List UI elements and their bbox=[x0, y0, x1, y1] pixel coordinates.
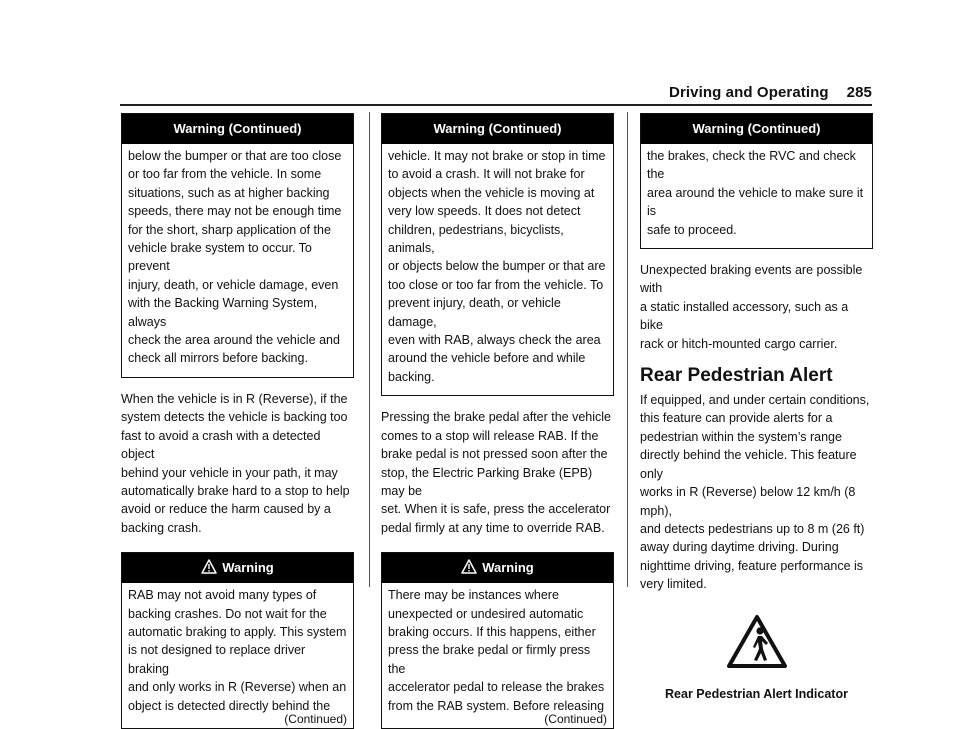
body-paragraph bbox=[381, 408, 614, 537]
text-line: check the area around the vehicle and bbox=[128, 333, 340, 348]
text-line: stop, the Electric Parking Brake (EPB) may be bbox=[381, 465, 593, 498]
text-line: away during daytime driving. During bbox=[640, 540, 839, 555]
warning-body bbox=[382, 144, 613, 395]
text-line: system detects the vehicle is backing too bbox=[121, 410, 348, 425]
text-line: comes to a stop will release RAB. If the bbox=[381, 428, 599, 443]
body-paragraph bbox=[121, 390, 354, 537]
text-line: unexpected or undesired automatic bbox=[388, 606, 584, 621]
text-line: accelerator pedal to release the brakes bbox=[388, 680, 605, 695]
warning-body bbox=[641, 144, 872, 248]
text-line: injury, death, or vehicle damage, even bbox=[128, 277, 339, 292]
text-line: prevent injury, death, or vehicle damage, bbox=[388, 296, 561, 329]
text-line: the brakes, check the RVC and check the bbox=[647, 149, 856, 182]
text-line: pedal firmly at any time to override RAB. bbox=[381, 520, 605, 535]
text-line: avoid or reduce the harm caused by a bbox=[121, 502, 331, 517]
text-line: situations, such as at higher backing bbox=[128, 185, 330, 200]
text-line: a static installed accessory, such as a bike bbox=[640, 299, 849, 333]
text-line: very low speeds. It does not detect bbox=[388, 204, 581, 219]
warning-body bbox=[122, 144, 353, 377]
text-line: fast to avoid a crash with a detected object bbox=[121, 428, 321, 462]
text-line: area around the vehicle to make sure it is bbox=[647, 185, 864, 219]
pedestrian-alert-icon bbox=[726, 614, 788, 670]
warning-header: Warning (Continued) bbox=[641, 114, 872, 144]
warning-triangle-icon bbox=[201, 559, 217, 574]
text-line: objects when the vehicle is moving at bbox=[388, 185, 595, 200]
text-line: vehicle brake system to occur. To prevent bbox=[128, 241, 312, 274]
text-line: works in R (Reverse) below 12 km/h (8 mph), bbox=[640, 485, 856, 518]
text-line: behind your vehicle in your path, it may bbox=[121, 465, 338, 480]
section-title-header: Driving and Operating bbox=[669, 84, 829, 101]
warning-body bbox=[382, 583, 613, 728]
text-line: and only works in R (Reverse) when an bbox=[128, 680, 347, 695]
text-line: There may be instances where bbox=[388, 588, 559, 603]
body-paragraph bbox=[640, 261, 873, 353]
text-line: below the bumper or that are too close bbox=[128, 149, 342, 163]
figure bbox=[640, 614, 873, 701]
text-line: too close or too far from the vehicle. To bbox=[388, 277, 604, 292]
warning-box-continued bbox=[640, 113, 873, 249]
text-line: pedestrian within the system’s range bbox=[640, 429, 842, 444]
text-line: directly behind the vehicle. This feature only bbox=[640, 448, 857, 481]
section-heading: Rear Pedestrian Alert bbox=[640, 365, 833, 387]
text-line: backing crash. bbox=[121, 520, 202, 535]
column-1 bbox=[121, 113, 354, 729]
text-line: even with RAB, always check the area bbox=[388, 333, 601, 348]
text-line: backing crashes. Do not wait for the bbox=[128, 606, 327, 621]
text-line: or too far from the vehicle. In some bbox=[128, 167, 322, 182]
text-line: is not designed to replace driver braking bbox=[128, 643, 306, 676]
warning-header: Warning (Continued) bbox=[122, 114, 353, 144]
text-line: set. When it is safe, press the accelerator bbox=[381, 502, 611, 517]
warning-box bbox=[121, 552, 354, 729]
warning-title: Warning bbox=[482, 560, 534, 576]
warning-body bbox=[122, 583, 353, 728]
continued-label: (Continued) bbox=[544, 711, 607, 726]
text-line: check all mirrors before backing. bbox=[128, 351, 308, 366]
text-line: vehicle. It may not brake or stop in time bbox=[388, 149, 606, 163]
text-line: RAB may not avoid many types of bbox=[128, 588, 317, 603]
text-line: around the vehicle before and while bbox=[388, 351, 586, 366]
text-line: automatically brake hard to a stop to help bbox=[121, 483, 350, 498]
text-line: Pressing the brake pedal after the vehicle bbox=[381, 410, 611, 425]
text-line: rack or hitch-mounted cargo carrier. bbox=[640, 336, 838, 351]
text-line: with the Backing Warning System, always bbox=[128, 296, 318, 329]
column-3 bbox=[640, 113, 873, 701]
text-line: Unexpected braking events are possible with bbox=[640, 263, 863, 296]
warning-box-continued bbox=[121, 113, 354, 378]
page-number: 285 bbox=[846, 84, 872, 101]
text-line: speeds, there may not be enough time bbox=[128, 204, 342, 219]
text-line: to avoid a crash. It will not brake for bbox=[388, 167, 585, 182]
warning-header bbox=[382, 553, 613, 583]
text-line: brake pedal is not pressed soon after the bbox=[381, 447, 608, 462]
text-line: very limited. bbox=[640, 577, 707, 592]
warning-triangle-icon bbox=[461, 559, 477, 574]
warning-box-continued bbox=[381, 113, 614, 396]
text-line: backing. bbox=[388, 369, 435, 384]
text-line: If equipped, and under certain conditions, bbox=[640, 393, 870, 408]
text-line: or objects below the bumper or that are bbox=[388, 259, 606, 274]
text-line: When the vehicle is in R (Reverse), if the bbox=[121, 391, 348, 406]
column-divider bbox=[369, 112, 370, 587]
text-line: and detects pedestrians up to 8 m (26 ft) bbox=[640, 521, 865, 536]
warning-header: Warning (Continued) bbox=[382, 114, 613, 144]
column-2 bbox=[381, 113, 614, 729]
warning-title: Warning bbox=[222, 560, 274, 576]
body-paragraph bbox=[640, 391, 873, 593]
text-line: object is detected directly behind the bbox=[128, 698, 331, 713]
text-line: from the RAB system. Before releasing bbox=[388, 698, 605, 713]
warning-header bbox=[122, 553, 353, 583]
header-rule bbox=[120, 104, 872, 106]
text-line: this feature can provide alerts for a bbox=[640, 411, 833, 426]
warning-box bbox=[381, 552, 614, 729]
text-line: press the brake pedal or firmly press the bbox=[388, 643, 591, 676]
text-line: automatic braking to apply. This system bbox=[128, 624, 347, 639]
text-line: safe to proceed. bbox=[647, 222, 737, 237]
text-line: children, pedestrians, bicyclists, animals, bbox=[388, 222, 564, 256]
running-head bbox=[472, 84, 872, 101]
figure-caption: Rear Pedestrian Alert Indicator bbox=[665, 686, 848, 701]
text-line: for the short, sharp application of the bbox=[128, 222, 331, 237]
text-line: nighttime driving, feature performance is bbox=[640, 558, 864, 573]
column-divider bbox=[627, 112, 628, 587]
continued-label: (Continued) bbox=[284, 711, 347, 726]
text-line: braking occurs. If this happens, either bbox=[388, 624, 596, 639]
